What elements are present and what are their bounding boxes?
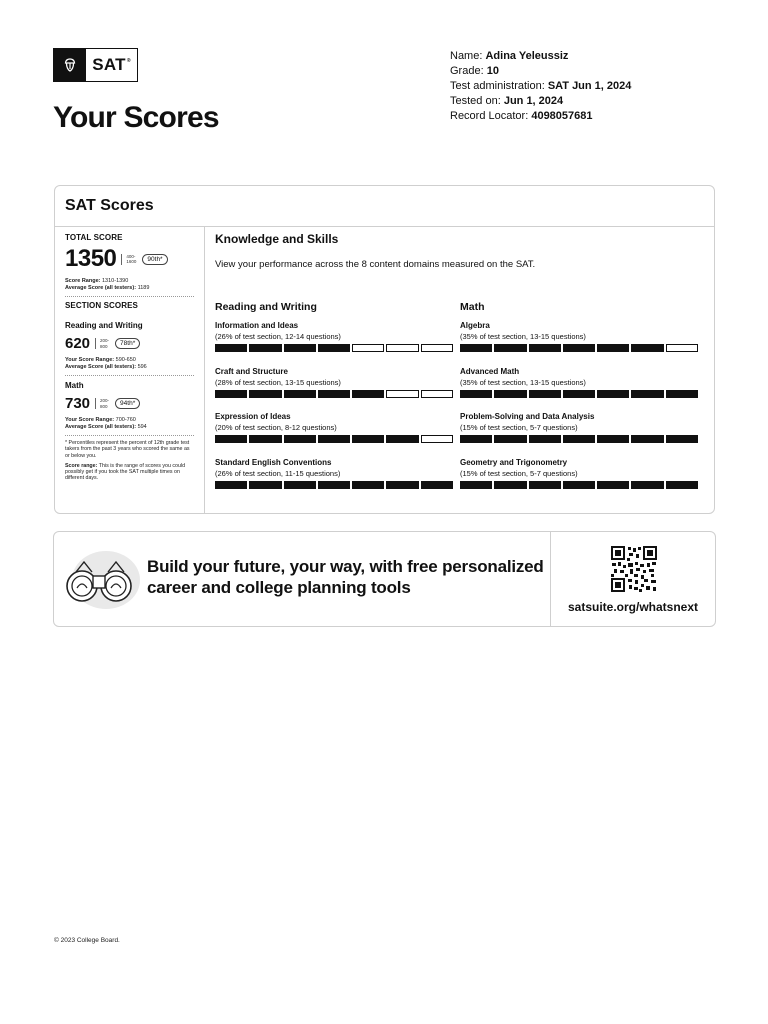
domain-columns [215,301,705,503]
performance-segment-filled [352,481,384,489]
student-info [450,49,631,124]
math-average-value: 594 [137,424,147,430]
math-score-line [65,395,194,412]
performance-segment-filled [631,344,663,352]
logo-wordmark [86,49,137,81]
reading-writing-percentile-badge: 78th* [115,338,140,349]
skill-name: Information and Ideas [215,321,299,330]
domain-column [460,301,705,503]
skill-item [460,412,705,458]
performance-segment-empty [421,344,453,352]
performance-segment-filled [631,390,663,398]
promo-url-link[interactable]: satsuite.org/whatsnext [567,600,699,614]
performance-segment-filled [249,435,281,443]
math-range-value: 700-760 [115,417,136,423]
tested-on-value: Jun 1, 2024 [503,95,564,107]
skill-name: Algebra [460,321,490,330]
total-score-line [65,245,194,273]
divider [65,296,194,297]
name-label: Name: [450,50,483,62]
domain-column [215,301,460,503]
performance-segment-filled [529,390,561,398]
performance-bar [215,390,453,398]
skill-detail: (28% of test section, 13-15 questions) [215,377,341,387]
rw-range-label: Your Score Range: [65,357,115,363]
total-range-value: 1310-1390 [102,278,129,284]
score-summary-column [55,227,205,513]
skill-item [460,458,705,504]
performance-segment-filled [386,481,418,489]
skill-item [215,458,460,504]
performance-bar [460,344,698,352]
skill-name: Expression of Ideas [215,412,291,421]
performance-segment-filled [460,344,492,352]
skill-detail: (35% of test section, 13-15 questions) [460,332,586,341]
math-score: 730 [65,395,91,412]
performance-segment-filled [249,344,281,352]
grade-value: 10 [486,65,499,77]
sat-logo [53,48,138,82]
total-score-scale [121,254,136,265]
math-scale-min: 200- [100,398,110,403]
math-range [65,417,194,424]
performance-segment-empty [421,435,453,443]
divider [65,375,194,376]
total-percentile-badge: 90th* [142,254,167,265]
performance-segment-filled [563,481,595,489]
performance-segment-filled [284,344,316,352]
tested-on-label: Tested on: [450,95,501,107]
performance-bar [460,481,698,489]
promo-banner[interactable] [53,531,716,627]
math-range-label: Your Score Range: [65,417,115,423]
performance-segment-filled [666,435,698,443]
performance-segment-filled [460,435,492,443]
performance-segment-filled [284,390,316,398]
performance-segment-filled [494,481,526,489]
knowledge-skills-column [206,227,714,513]
skill-name: Craft and Structure [215,366,288,376]
knowledge-skills-description: View your performance across the 8 content domains measured on the SAT. [215,259,536,270]
performance-segment-filled [666,481,698,489]
performance-segment-filled [318,481,350,489]
skill-name: Geometry and Trigonometry [460,457,568,467]
math-label: Math [65,381,84,390]
performance-segment-filled [631,435,663,443]
total-average-value: 1189 [137,285,150,291]
record-locator-label: Record Locator: [450,110,529,122]
math-percentile-badge: 94th* [115,398,140,409]
skill-detail: (20% of test section, 8-12 questions) [215,423,337,432]
skill-item [215,321,460,367]
section-scores-label: SECTION SCORES [65,301,138,310]
performance-segment-filled [563,435,595,443]
performance-segment-filled [597,390,629,398]
performance-segment-filled [597,435,629,443]
performance-bar [215,344,453,352]
reading-writing-scale [95,338,109,349]
skill-name: Problem-Solving and Data Analysis [460,412,595,421]
skill-item [460,321,705,367]
reading-writing-score-line [65,335,194,352]
performance-segment-filled [494,435,526,443]
page-title: Your Scores [53,101,219,134]
registered-mark: ® [126,58,131,64]
reading-writing-range [65,357,194,364]
promo-text: Build your future, your way, with free personalized career and college planning tools [147,557,544,597]
grade-label: Grade: [450,65,484,77]
grade-row [450,64,631,79]
performance-segment-filled [318,344,350,352]
skill-detail: (15% of test section, 5-7 questions) [460,468,578,478]
math-average [65,424,194,431]
copyright-footer: © 2023 College Board. [54,937,120,944]
reading-writing-average [65,364,194,371]
performance-segment-filled [421,481,453,489]
tested-on-row [450,94,631,109]
performance-segment-filled [460,481,492,489]
performance-bar [215,481,453,489]
total-range-label: Score Range: [65,278,101,284]
test-admin-label: Test administration: [450,80,545,92]
performance-segment-empty [352,344,384,352]
performance-segment-filled [666,390,698,398]
skill-detail: (15% of test section, 5-7 questions) [460,423,578,432]
skill-item [215,412,460,458]
performance-segment-filled [529,481,561,489]
rw-average-label: Average Score (all testers): [65,364,137,370]
performance-segment-empty [386,390,418,398]
performance-segment-empty [421,390,453,398]
performance-bar [460,435,698,443]
total-average [65,285,194,292]
skill-item [215,367,460,413]
performance-segment-filled [215,344,247,352]
college-board-acorn-icon [54,49,86,81]
performance-segment-filled [249,390,281,398]
student-name: Adina Yeleussiz [485,50,569,62]
rw-average-value: 596 [137,364,147,370]
math-scale-max: 800 [100,403,108,409]
scores-card-title: SAT Scores [55,186,714,227]
total-average-label: Average Score (all testers): [65,285,137,291]
performance-segment-filled [597,344,629,352]
sat-scores-card [54,185,715,514]
total-scale-min: 400- [126,253,136,259]
score-range-note-text: This is the range of scores you could possibly get if you took the SAT multiple times on different days. [65,462,186,482]
performance-segment-filled [215,481,247,489]
performance-segment-filled [352,390,384,398]
performance-segment-filled [529,344,561,352]
divider [65,435,194,436]
student-name-row [450,49,631,64]
performance-segment-filled [494,344,526,352]
performance-segment-filled [215,435,247,443]
skill-item [460,367,705,413]
performance-segment-filled [249,481,281,489]
score-range-note-label: Score range: [65,462,98,469]
total-score-range [65,278,194,285]
rw-scale-max: 800 [100,343,108,349]
performance-segment-filled [460,390,492,398]
skill-detail: (35% of test section, 13-15 questions) [460,377,586,387]
performance-segment-filled [597,481,629,489]
skill-name: Advanced Math [460,366,520,376]
performance-segment-filled [318,390,350,398]
total-score-value: 1350 [65,245,117,272]
performance-segment-empty [386,344,418,352]
performance-segment-filled [563,344,595,352]
record-locator-row [450,109,631,124]
record-locator-value: 4098057681 [531,110,593,122]
math-average-label: Average Score (all testers): [65,424,137,430]
test-admin-row [450,79,631,94]
reading-writing-score: 620 [65,335,91,352]
skill-name: Standard English Conventions [215,457,332,467]
performance-bar [460,390,698,398]
performance-bar [215,435,453,443]
performance-segment-filled [284,481,316,489]
percentile-note: * Percentiles represent the percent of 12th grade test takers from the past 3 years who scored the same as or below you. [65,440,190,459]
performance-segment-filled [494,390,526,398]
rw-scale-min: 200- [100,338,110,343]
rw-range-value: 590-650 [115,357,136,363]
logo-text: SAT [92,55,126,74]
test-admin-value: SAT Jun 1, 2024 [547,80,632,92]
performance-segment-filled [563,390,595,398]
promo-link-panel[interactable] [550,532,715,626]
performance-segment-filled [631,481,663,489]
domain-heading: Reading and Writing [215,301,317,313]
performance-segment-empty [666,344,698,352]
score-range-note [65,463,194,482]
performance-segment-filled [284,435,316,443]
binoculars-icon [62,550,142,612]
domain-heading: Math [460,301,485,313]
total-scale-max: 1600 [126,259,137,264]
performance-segment-filled [352,435,384,443]
skill-detail: (26% of test section, 12-14 questions) [215,332,341,341]
qr-code-icon[interactable] [611,546,657,592]
performance-segment-filled [215,390,247,398]
knowledge-skills-title: Knowledge and Skills [215,232,339,246]
math-scale [95,398,109,409]
performance-segment-filled [386,435,418,443]
performance-segment-filled [529,435,561,443]
total-score-label: TOTAL SCORE [65,233,123,242]
reading-writing-label: Reading and Writing [65,321,143,330]
skill-detail: (26% of test section, 11-15 questions) [215,468,341,478]
performance-segment-filled [318,435,350,443]
